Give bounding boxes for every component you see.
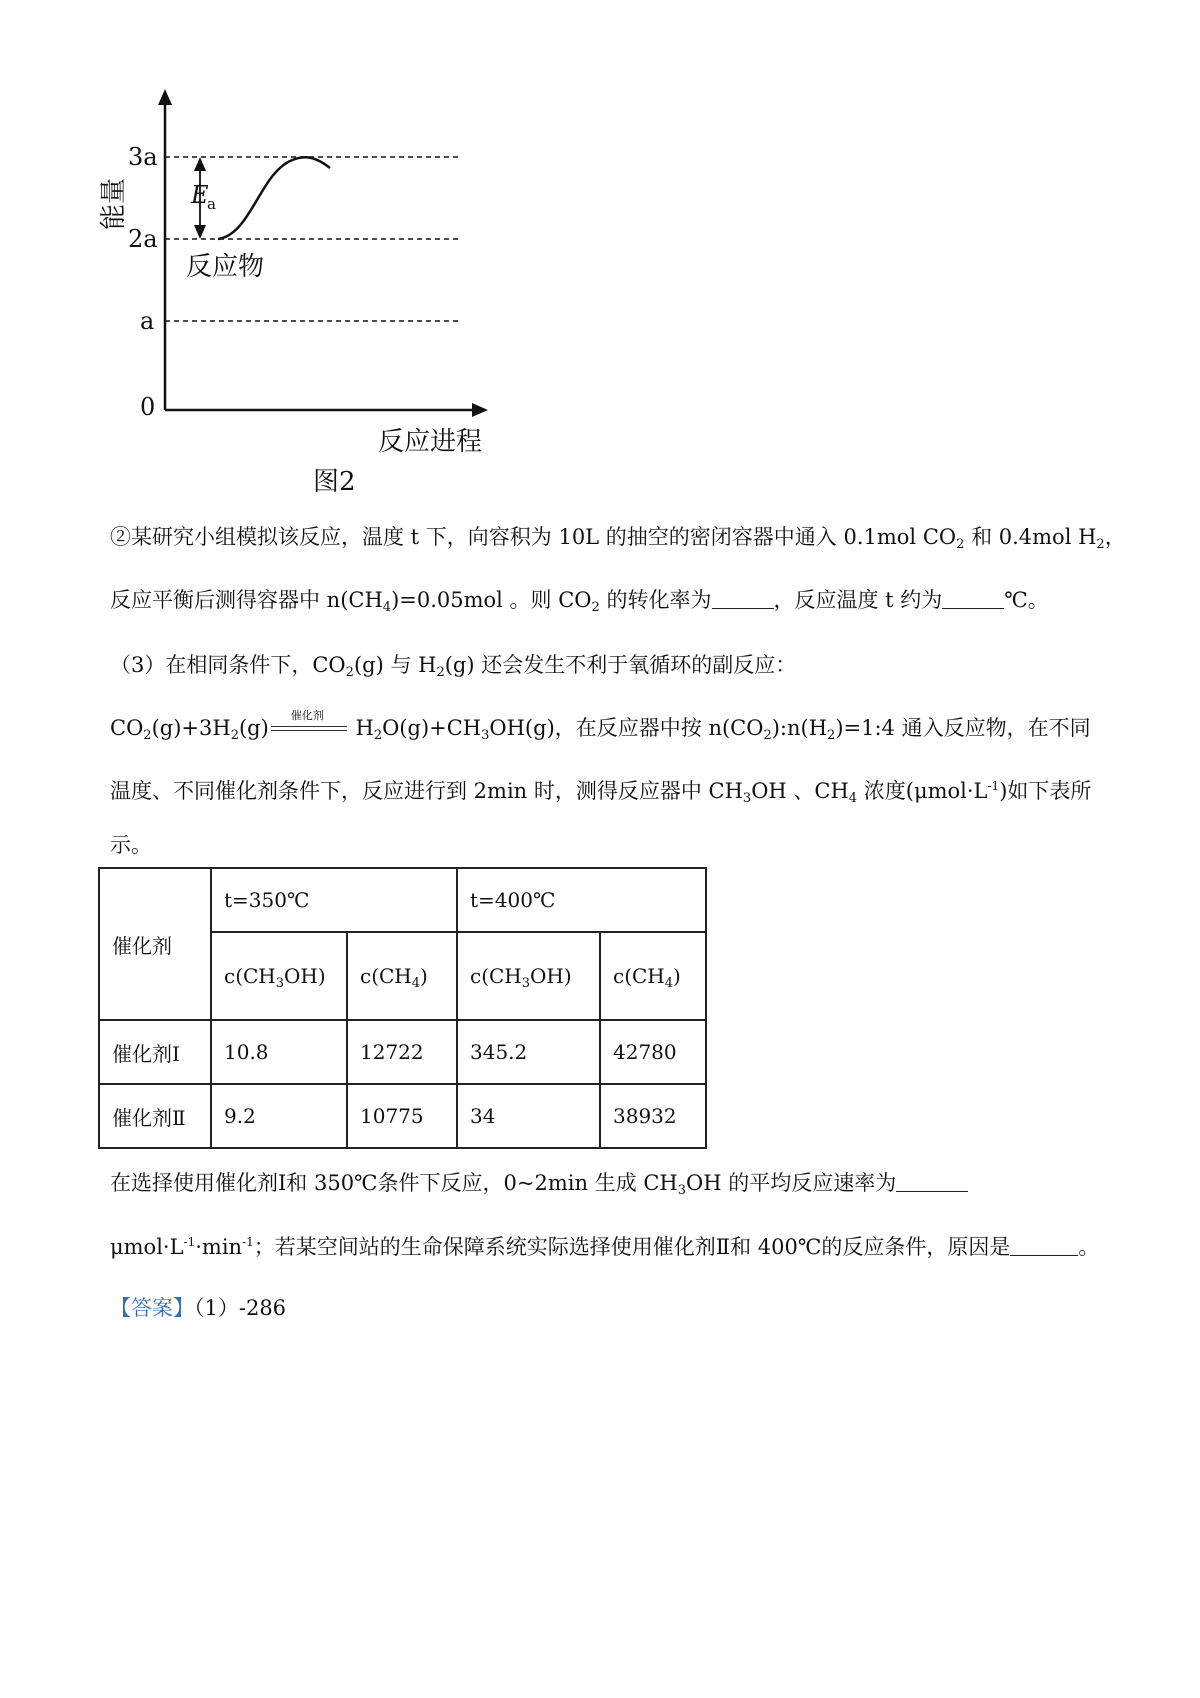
subscript: 2 <box>591 600 600 615</box>
subscript: 3 <box>481 728 490 743</box>
reason-blank[interactable] <box>1010 1237 1078 1256</box>
reaction-curve <box>218 157 330 239</box>
subscript: 2 <box>230 728 239 743</box>
text: 的转化率为 <box>599 588 712 612</box>
concentration-table <box>98 867 707 1149</box>
tick-0: 0 <box>140 393 156 421</box>
subscript: 4 <box>382 600 392 615</box>
text: 在选择使用催化剂Ⅰ和 350℃条件下反应，0~2min 生成 CH <box>110 1171 678 1195</box>
col-ch3oh-400: $c(CH_3OH)$ <box>457 932 600 1020</box>
temp-350-header: t=350℃ <box>211 868 457 932</box>
subscript: 2 <box>827 728 836 743</box>
ea-symbol: E <box>191 181 209 209</box>
cell-value: 9.2 <box>211 1084 347 1148</box>
table-row <box>99 1020 706 1084</box>
text: ， <box>1104 525 1126 549</box>
text: 反应平衡后测得容器中 n(CH <box>110 588 383 612</box>
q2-line-2 <box>110 585 1049 615</box>
text: 浓度(μmol·L <box>857 779 988 803</box>
rate-question-line-1 <box>110 1168 968 1198</box>
text: （3）在相同条件下，CO <box>110 653 346 677</box>
text: OH 的平均反应速率为 <box>686 1171 897 1195</box>
row-catalyst-name: 催化剂Ⅱ <box>99 1084 211 1148</box>
subscript: 2 <box>143 728 152 743</box>
ea-subscript: a <box>207 195 216 213</box>
subscript: 2 <box>345 665 354 680</box>
superscript: -1 <box>183 1235 196 1249</box>
subscript: 2 <box>436 665 445 680</box>
text: OH(g)，在反应器中按 n(CO <box>489 716 764 740</box>
x-axis-label: 反应进程 <box>378 427 483 457</box>
text: ℃。 <box>1004 588 1049 612</box>
text: ②某研究小组模拟该反应，温度 t 下，向容积为 10L 的抽空的密闭容器中通入 0.1mol CO <box>110 525 957 549</box>
text: 示。 <box>110 833 152 857</box>
text: 和 0.4mol H <box>964 525 1097 549</box>
cell-value: 38932 <box>600 1084 706 1148</box>
subscript: 3 <box>742 791 752 806</box>
rate-blank[interactable] <box>896 1173 968 1192</box>
text: O(g)+CH <box>382 716 482 740</box>
answer-text: （1）-286 <box>194 1296 287 1320</box>
tick-2a: 2a <box>128 225 158 253</box>
energy-diagram <box>90 85 550 505</box>
text: ):n(H <box>771 716 828 740</box>
conversion-rate-blank[interactable] <box>712 590 774 609</box>
cell-value: 34 <box>457 1084 600 1148</box>
tick-a: a <box>140 307 155 335</box>
q2-line-1 <box>110 522 1126 552</box>
col-ch3oh-350: $c(CH_3OH)$ <box>211 932 347 1020</box>
answer-line <box>110 1293 286 1323</box>
q3-line-4 <box>110 830 152 860</box>
rate-question-line-2 <box>110 1232 1099 1262</box>
cell-value: 42780 <box>600 1020 706 1084</box>
temperature-blank[interactable] <box>942 590 1004 609</box>
text: (g)+3H <box>151 716 231 740</box>
text: (g) 与 H <box>353 653 437 677</box>
cell-value: 12722 <box>347 1020 457 1084</box>
x-axis-arrow <box>472 403 488 417</box>
table-header-row <box>99 868 706 932</box>
subscript: 2 <box>1096 537 1105 552</box>
text: (g) 还会发生不利于氧循环的副反应： <box>444 653 797 677</box>
text: (g) <box>238 716 269 740</box>
y-axis-label: 能量 <box>99 177 129 230</box>
cell-value: 10775 <box>347 1084 457 1148</box>
text: )=0.05mol 。则 CO <box>391 588 592 612</box>
catalyst-header-cell: 催化剂 <box>99 868 211 1020</box>
subscript: 2 <box>763 728 772 743</box>
reactant-label: 反应物 <box>186 252 265 282</box>
text: 。 <box>1078 1235 1100 1259</box>
y-axis-arrow <box>158 89 172 105</box>
subscript: 4 <box>848 791 858 806</box>
answer-tag: 【答案】 <box>110 1296 194 1320</box>
subscript: 2 <box>373 728 383 743</box>
q3-line-1 <box>110 650 796 680</box>
energy-diagram-svg <box>90 85 550 505</box>
cell-value: 345.2 <box>457 1020 600 1084</box>
cell-value: 10.8 <box>211 1020 347 1084</box>
subscript: 3 <box>677 1183 687 1198</box>
text: 温度、不同催化剂条件下，反应进行到 2min 时，测得反应器中 CH <box>110 779 743 803</box>
ea-arrow-top <box>194 157 206 171</box>
row-catalyst-name: 催化剂Ⅰ <box>99 1020 211 1084</box>
text: ；若某空间站的生命保障系统实际选择使用催化剂Ⅱ和 400℃的反应条件，原因是 <box>253 1235 1011 1259</box>
tick-3a: 3a <box>128 143 158 171</box>
text: CO <box>110 716 144 740</box>
text: ·min <box>195 1235 243 1259</box>
reversible-arrow-icon <box>269 709 349 739</box>
text: H <box>348 716 374 740</box>
q3-equation-line <box>110 709 1091 743</box>
text: )如下表所 <box>999 779 1092 803</box>
superscript: -1 <box>242 1235 254 1249</box>
text: OH 、CH <box>751 779 849 803</box>
temp-400-header: t=400℃ <box>457 868 706 932</box>
superscript: -1 <box>987 779 1000 793</box>
table-row <box>99 1084 706 1148</box>
q3-line-3 <box>110 776 1091 806</box>
subscript: 2 <box>956 537 965 552</box>
text: )=1:4 通入反应物，在不同 <box>835 716 1091 740</box>
catalyst-label: 催化剂 <box>290 709 324 722</box>
col-ch4-350: $c(CH_4)$ <box>347 932 457 1020</box>
text: ，反应温度 t 约为 <box>773 588 943 612</box>
ea-arrow-bottom <box>194 225 206 239</box>
text: μmol·L <box>110 1235 184 1259</box>
col-ch4-400: $c(CH_4)$ <box>600 932 706 1020</box>
figure-caption: 图2 <box>313 467 356 497</box>
